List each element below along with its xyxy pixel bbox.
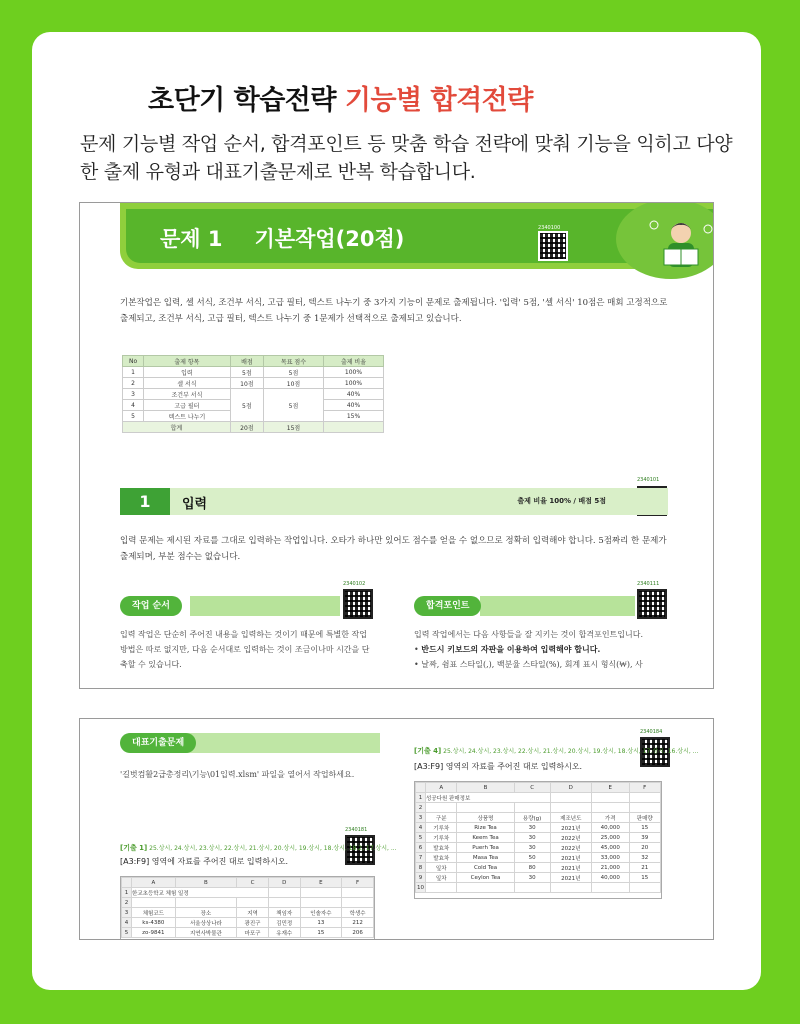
qr-code-icon[interactable] <box>343 589 373 619</box>
qr-code-number: 2340100 <box>538 225 561 231</box>
task4-spreadsheet <box>414 781 662 899</box>
sheet-row: 3 구분 상품명 용량(g) 제조년도 가격 판매량 <box>416 813 661 823</box>
qr-code-icon[interactable] <box>538 231 568 261</box>
past-exam-label: 대표기출문제 <box>120 733 196 753</box>
sheet-column-header: A B C D E F <box>122 878 374 888</box>
sheet-row: 6 발효차 Puerh Tea 30 2022년 45,000 20 <box>416 843 661 853</box>
table-row: 3 조건부 서식 5점 5점 40% <box>123 389 384 400</box>
sheet-row: 2 <box>416 803 661 813</box>
student-reading-icon <box>646 215 714 271</box>
sheet-row: 1 한교초등학교 체험 일정 <box>122 888 374 898</box>
sheet-column-header: A B C D E F <box>416 783 661 793</box>
task4-title: [A3:F9] 영역의 자료를 주어진 대로 입력하시오. <box>414 762 583 771</box>
task1-title: [A3:F9] 영역에 자료를 주어진 대로 입력하시오. <box>120 857 289 866</box>
sheet-row: 5 zo-9841 지연사박물관 마포구 유재수 15 206 <box>122 928 374 938</box>
sheet-row: 10 <box>416 883 661 893</box>
score-table <box>122 355 384 433</box>
sheet-row: 1 성공다원 판매정보 <box>416 793 661 803</box>
book-page-preview-1 <box>79 202 714 689</box>
chapter-description: 기본작업은 입력, 셀 서식, 조건부 서식, 고급 필터, 텍스트 나누기 중 3가지 기능이 문제로 출제됩니다. '입력' 5점, '셀 서식' 10점은 매회 고정적으로 출제되고, 조건부 서식, 고급 필터, 텍스트 나누기 중 1문제가 선택적으로 출제되고 있습니다. <box>120 298 668 324</box>
sheet-row: 4 ks-4380 서울상상나라 광진구 김민정 13 212 <box>122 918 374 928</box>
past-exam-lead: '길벗컴활2급총정리\기능\01입력.xlsm' 파일을 열어서 작업하세요. <box>120 770 355 779</box>
table-total-row: 합계 20점 15점 <box>123 422 384 433</box>
qr-code-number: 2340181 <box>345 827 368 833</box>
chapter-title: 문제 1 기본작업(20점) <box>160 227 405 251</box>
sheet-row: 2 <box>122 898 374 908</box>
headline-part1: 초단기 학습전략 <box>148 85 345 116</box>
table-header: No 출제 항목 배점 목표 점수 출제 비율 <box>123 356 384 367</box>
qr-code-icon[interactable] <box>637 589 667 619</box>
intro-text: 문제 기능별 작업 순서, 합격포인트 등 맞춤 학습 전략에 맞춰 기능을 익히고 다양한 출제 유형과 대표기출문제로 반복 학습합니다. <box>80 133 733 183</box>
sheet-row: 4 기루차 Rize Tea 30 2021년 40,000 15 <box>416 823 661 833</box>
qr-code-number: 2340111 <box>637 581 660 587</box>
book-page-preview-2 <box>79 718 714 940</box>
pass-point-text: 입력 작업에서는 다음 사항들을 잘 지키는 것이 합격포인트입니다. • 반드시 키보드의 자판을 이용하여 입력해야 합니다. • 날짜, 쉼표 스타일(,), 백분율 스타일(%), 회계 표시 형식(₩), 사 <box>414 630 643 669</box>
work-order-label: 작업 순서 <box>120 596 182 616</box>
headline-highlight: 기능별 합격전략 <box>344 85 533 116</box>
section-number: 1 <box>120 488 170 515</box>
qr-code-number: 2340101 <box>637 477 660 483</box>
section-header <box>120 488 668 515</box>
sheet-row: 5 기루차 Keem Tea 30 2022년 25,000 39 <box>416 833 661 843</box>
table-row: 5 텍스트 나누기 15% <box>123 411 384 422</box>
table-row: 2 셀 서식 10점 10점 100% <box>123 378 384 389</box>
qr-code-number: 2340184 <box>640 729 663 735</box>
task1-caption: [기출 1] 25.상시, 24.상시, 23.상시, 22.상시, 21.상시, 20.상시, 19.상시, 18.상시, 18.2, 17.상시, ... <box>120 844 397 852</box>
sheet-row: 8 잎차 Cold Tea 80 2021년 21,000 21 <box>416 863 661 873</box>
section-title: 입력 <box>182 497 208 512</box>
sheet-row: 7 발효차 Masa Tea 50 2021년 33,000 32 <box>416 853 661 863</box>
table-row: 1 입력 5점 5점 100% <box>123 367 384 378</box>
table-row: 4 고급 필터 40% <box>123 400 384 411</box>
sheet-row: 3 체험코드 장소 지역 책임자 인솔자수 학생수 <box>122 908 374 918</box>
qr-code-number: 2340102 <box>343 581 366 587</box>
task1-spreadsheet <box>120 876 375 940</box>
headline <box>148 78 533 117</box>
section-description: 입력 문제는 제시된 자료를 그대로 입력하는 작업입니다. 오타가 하나만 있어도 점수를 얻을 수 없으므로 정확히 입력해야 합니다. 5점짜리 한 문제가 출제되며, 부분 점수는 없습니다. <box>120 536 667 562</box>
sheet-row: 9 잎차 Ceylon Tea 30 2021년 40,000 15 <box>416 873 661 883</box>
work-order-text: 입력 작업은 단순히 주어진 내용을 입력하는 것이기 때문에 특별한 작업 방법은 따로 없지만, 다음 순서대로 입력하는 것이 조금이나마 시간을 단축할 수 있습니다. <box>120 630 370 669</box>
section-ratio: 출제 비율 100% / 배점 5점 <box>517 497 606 505</box>
pass-point-label: 합격포인트 <box>414 596 481 616</box>
task4-caption: [기출 4] 25.상시, 24.상시, 23.상시, 22.상시, 21.상시, 20.상시, 19.상시, 18.상시, 17.상시, 16.상시, ... <box>414 747 699 755</box>
chapter-banner <box>120 203 714 269</box>
